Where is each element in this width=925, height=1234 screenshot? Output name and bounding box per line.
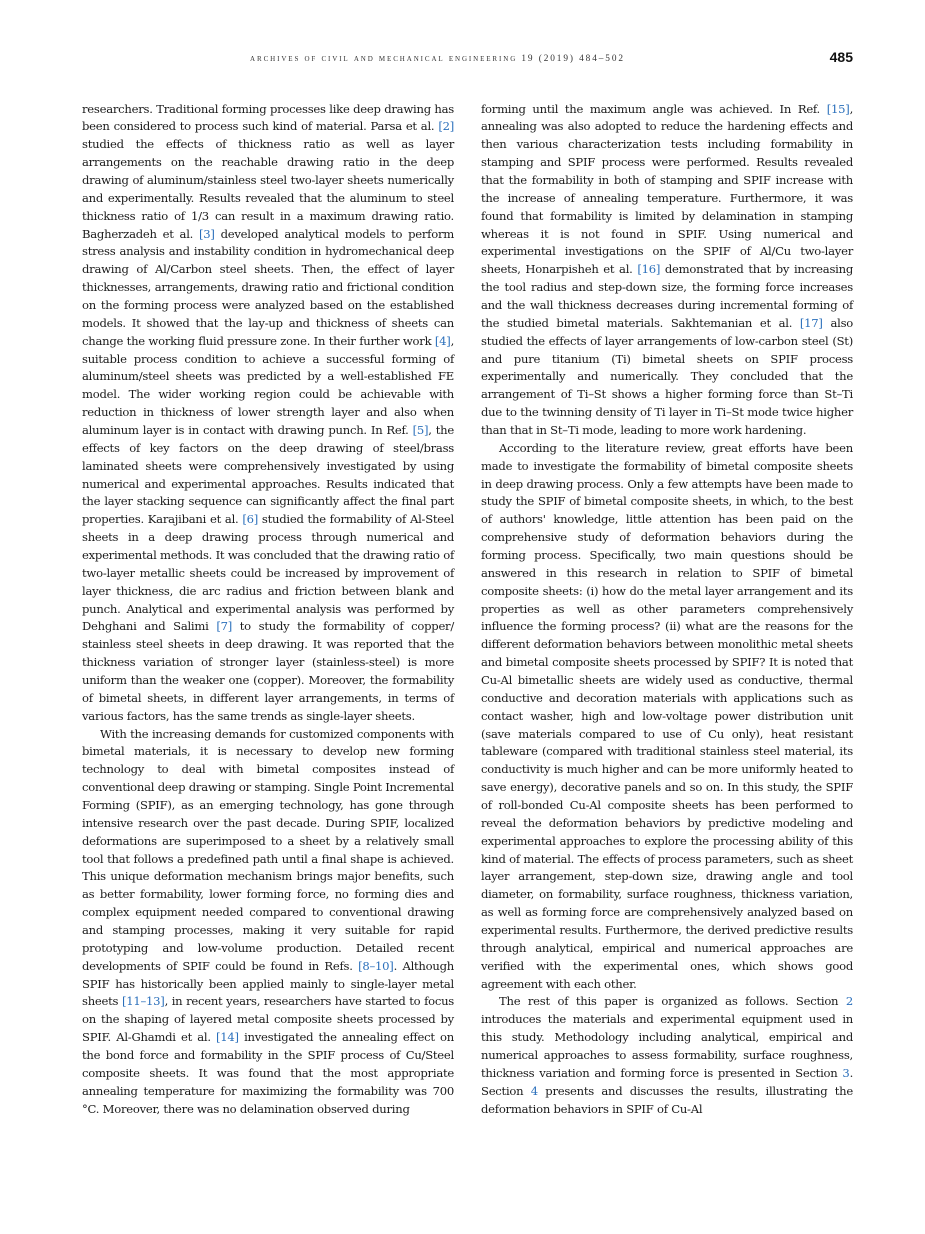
- citation-link-8-10[interactable]: [8–10]: [358, 958, 394, 973]
- text-run: presents and discusses the results, illustrating the deformation behaviors in SPIF of Cu-Al: [481, 1083, 854, 1116]
- citation-link-16[interactable]: [16]: [637, 262, 661, 277]
- text-run: , suitable process condition to achieve a successful forming of aluminum/steel sheets was predicted by a well-established FE model. The wider working region could be achievable with reduction in thickness of lower strength layer and also when aluminum layer is in contact with drawing punch. In Ref.: [82, 333, 454, 437]
- text-run: to study the formability of copper/​stainless steel sheets in deep drawing. It was reported that the thickness variation of stronger layer (stainless-steel) is more uniform than the weaker one (copper). Moreover, the formability of bimetal sheets, in different layer arrangements, in terms of various factors, has the same trends as single-layer sheets.: [82, 619, 454, 723]
- text-run: developed analytical models to perform stress analysis and instability condition in hydromechanical deep drawing of Al/Carbon steel sheets. Then, the effect of layer thicknesses, arrangements, drawing ratio and frictional condition on the forming process were analyzed based on the established models. It showed that the lay-up and thickness of sheets can change the working fluid pressure zone. In their further work: [82, 226, 454, 348]
- text-run: demonstrated that by increasing the tool radius and step-down size, the forming force increases and the wall thickness decreases during incremental forming of the studied bimetal materials. Sakhtemanian et al.: [481, 262, 853, 330]
- citation-link-15[interactable]: [15]: [826, 101, 850, 116]
- paragraph-research-motivation: According to the literature review, great efforts have been made to investigate the formability of bimetal composite sheets in deep drawing process. Only a few attempts have been made to study the SPIF of bimetal composite sheets, in which, to the best of authors' knowledge, little attention has been paid on the comprehensive study of deformation behaviors during the forming process. Specifically, two main questions should be answered in this research in relation to SPIF of bimetal composite sheets: (i) how do the metal layer arrangement and its properties as well as other parameters comprehensively influence the forming process? (ii) what are the reasons for the different deformation behaviors between monolithic metal sheets and bimetal composite sheets processed by SPIF? It is noted that Cu-Al bimetallic sheets are widely used as conductive, thermal conductive and decoration materials with applications such as contact washer, high and low-voltage power distribution unit (save materials compared to use of Cu only), heat resistant tableware (compared with traditional stainless steel material, its conductivity is much higher and can be more uniformly heated to save energy), decorative panels and so on. In this study, the SPIF of roll-bonded Cu-Al composite sheets has been performed to reveal the deformation behaviors by predictive modeling and experimental approaches to explore the processing ability of this kind of material. The effects of process parameters, such as sheet layer arrangement, step-​down size, drawing angle and tool diameter, on formability, surface roughness, thickness variation, as well as forming force are comprehensively analyzed based on experimental results. Furthermore, the derived predictive results through analytical, empirical and numerical approaches are verified with the experimental ones, which shows good agreement with each other.: [481, 440, 853, 991]
- text-run: , annealing was also adopted to reduce the hardening effects and then various characterization tests including formability in stamping and SPIF process were performed. Results revealed that the formability in both of stamping and SPIF increase with the increase of annealing temperature. Furthermore, it was found that formability is limited by delamination in stamping whereas it is not found in SPIF. Using numerical and experimental investigations on the SPIF of Al/Cu two-layer sheets, Honarpisheh et al.: [481, 101, 853, 277]
- text-run: . Although SPIF has historically been applied mainly to single-layer metal sheets: [82, 958, 454, 1009]
- paragraph-deep-drawing-review: [82, 101, 454, 726]
- text-run: With the increasing demands for customized components with bimetal materials, it is necessary to develop new forming technology to deal with bimetal composites instead of conventional deep drawing or stamping. Single Point Incremental Forming (SPIF), as an emerging technology, has gone through intensive research over the past decade. During SPIF, localized deformations are superimposed to a sheet by a relatively small tool that follows a predefined path until a final shape is achieved. This unique deformation mechanism brings major benefits, such as better formability, lower forming force, no forming dies and complex equipment needed compared to conventional drawing and stamping processes, making it very suitable for rapid prototyping and low-volume production. Detailed recent developments of SPIF could be found in Refs.: [82, 726, 454, 973]
- text-run: introduces the materials and experimental equipment used in this study. Methodology including analytical, empirical and numerical approaches to assess formability, surface roughness, thickness variation and forming force is presented in Section: [481, 1012, 853, 1080]
- running-header: [82, 49, 853, 66]
- citation-link-11-13[interactable]: [11–13]: [121, 994, 165, 1009]
- citation-link-2[interactable]: [2]: [438, 119, 454, 134]
- citation-link-4[interactable]: [4]: [434, 333, 451, 348]
- citation-link-7[interactable]: [7]: [216, 619, 233, 634]
- text-run: also studied the effects of layer arrangements of low-​carbon steel (St) and pure titanium (Ti) bimetal sheets on SPIF process experimentally and numerically. They concluded that the arrangement of Ti–St shows a higher forming force than St–Ti due to the twinning density of Ti layer in Ti–St mode twice higher than that in St–Ti mode, leading to more work hardening.: [481, 315, 853, 437]
- text-run: studied the effects of thickness ratio as well as layer arrangements on the reachable drawing ratio in the deep drawing of aluminum/stainless steel two-layer sheets numerically and experimentally. Results revealed that the aluminum to steel thickness ratio of 1/3 can result in a maximum drawing ratio. Bagherzadeh et al.: [82, 137, 454, 241]
- text-run: . Section: [481, 1065, 853, 1098]
- text-run: forming until the maximum angle was achieved. In Ref.: [481, 101, 827, 116]
- citation-link-6[interactable]: [6]: [242, 512, 259, 527]
- citation-link-3[interactable]: [3]: [199, 226, 215, 241]
- paragraph-spif-intro: [82, 726, 454, 1119]
- page-number: 485: [829, 49, 853, 65]
- citation-link-5[interactable]: [5]: [412, 422, 429, 437]
- paragraph-spif-bimetal: [481, 101, 853, 440]
- citation-link-14[interactable]: [14]: [216, 1030, 239, 1045]
- section-link-3[interactable]: 3: [842, 1065, 850, 1080]
- text-run: , the effects of key factors on the deep drawing of steel/brass laminated sheets were comprehensively investigated by using numerical and experimental approaches. Results indicated that the layer stacking sequence can significantly affect the final part properties. Karajibani et al.: [82, 422, 454, 527]
- text-run: , in recent years, researchers have started to focus on the shaping of layered metal composite sheets processed by SPIF. Al-​Ghamdi et al.: [82, 994, 454, 1045]
- text-run: studied the formability of Al-Steel sheets in a deep drawing process through numerical and experimental methods. It was concluded that the drawing ratio of two-layer metallic sheets could be increased by improvement of layer thickness, die arc radius and friction between blank and punch. Analytical and experimental analysis was performed by Dehghani and Salimi: [82, 512, 454, 634]
- section-link-2[interactable]: 2: [845, 994, 853, 1009]
- right-column: [481, 101, 853, 1119]
- journal-citation: archives of civil and mechanical engineering 19 (2019) 484–502: [250, 54, 625, 64]
- paragraph-paper-organization: [481, 993, 853, 1118]
- left-column: [82, 101, 454, 1119]
- section-link-4[interactable]: 4: [530, 1083, 538, 1098]
- citation-link-17[interactable]: [17]: [799, 315, 823, 330]
- text-run: researchers. Traditional forming processes like deep drawing has been considered to process such kind of material. Parsa et al.: [82, 101, 454, 134]
- text-run: investigated the annealing effect on the bond force and formability in the SPIF process of Cu/Steel composite sheets. It was found that the most appropriate annealing temperature for maximizing the formability was 700 °C. Moreover, there was no delamination observed during: [82, 1030, 455, 1116]
- text-run: The rest of this paper is organized as follows. Section: [499, 994, 846, 1009]
